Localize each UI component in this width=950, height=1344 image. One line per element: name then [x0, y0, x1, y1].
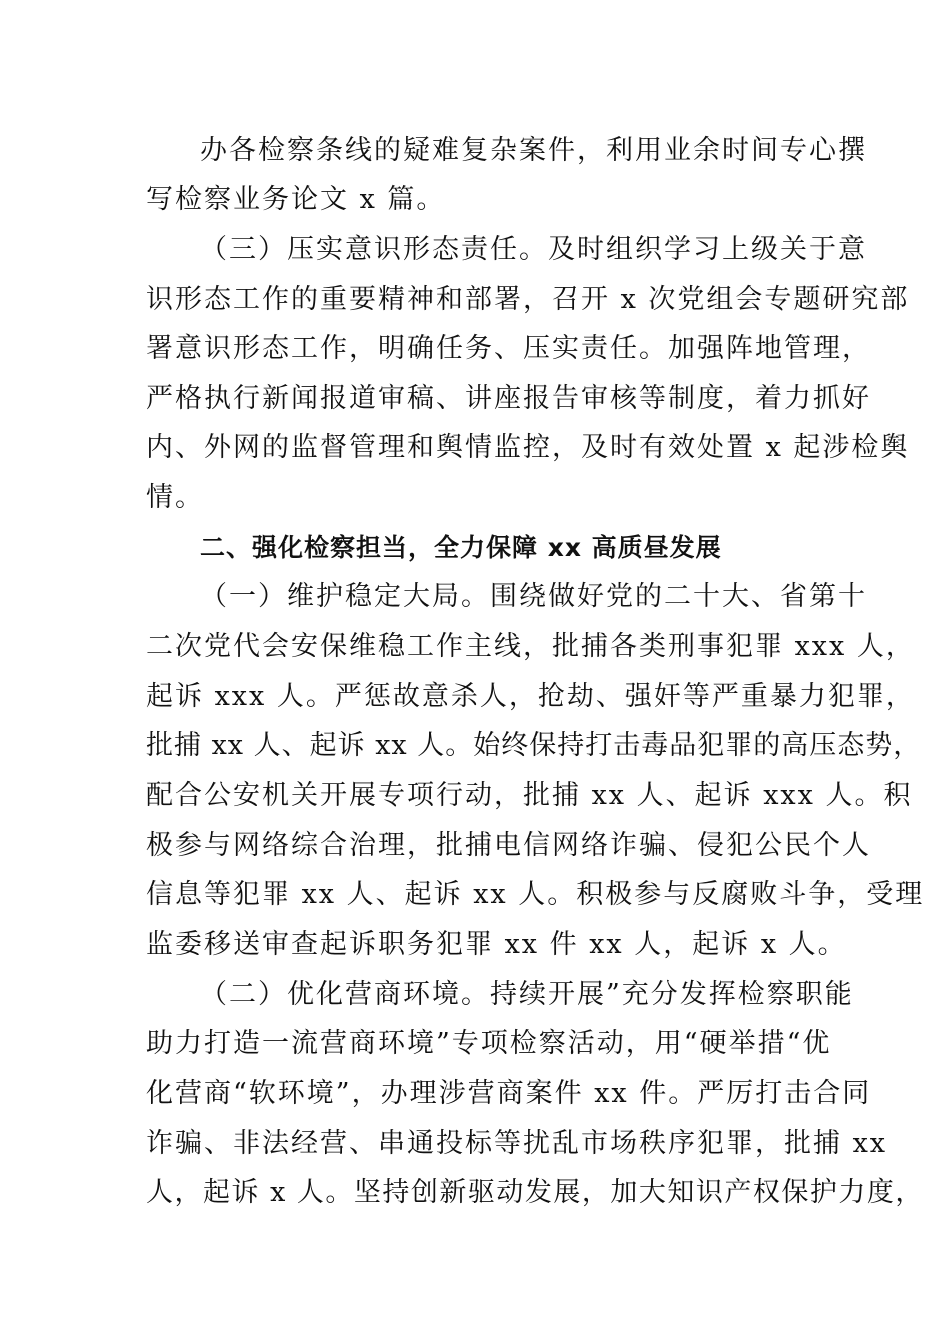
text-line: 人，起诉 x 人。坚持创新驱动发展，加大知识产权保护力度， — [146, 1177, 924, 1208]
text-line: 内、外网的监督管理和舆情监控，及时有效处置 x 起涉检舆 — [146, 432, 910, 463]
text-line: （三）压实意识形态责任。及时组织学习上级关于意 — [200, 234, 867, 265]
text-line: 化营商“软环境”，办理涉营商案件 xx 件。严厉打击合同 — [146, 1078, 872, 1109]
text-line: 写检察业务论文 x 篇。 — [146, 184, 446, 215]
text-line: 情。 — [146, 482, 204, 513]
text-line: 监委移送审查起诉职务犯罪 xx 件 xx 人，起诉 x 人。 — [146, 929, 847, 960]
text-line: 信息等犯罪 xx 人、起诉 xx 人。积极参与反腐败斗争，受理 — [146, 879, 925, 910]
text-line: （二）优化营商环境。持续开展”充分发挥检察职能 — [200, 979, 854, 1010]
text-line: 助力打造一流营商环境”专项检察活动，用“硬举措“优 — [146, 1028, 832, 1059]
text-line: 二次党代会安保维稳工作主线，批捕各类刑事犯罪 xxx 人， — [146, 631, 915, 662]
text-line: 诈骗、非法经营、串通投标等扰乱市场秩序犯罪，批捕 xx — [146, 1128, 888, 1159]
text-line: 办各检察条线的疑难复杂案件，利用业余时间专心撰 — [200, 135, 867, 166]
text-line: 署意识形态工作，明确任务、压实责任。加强阵地管理， — [146, 333, 871, 364]
text-line: 配合公安机关开展专项行动，批捕 xx 人、起诉 xxx 人。积 — [146, 780, 913, 811]
text-line: 识形态工作的重要精神和部署，召开 x 次党组会专题研究部 — [146, 284, 910, 315]
text-line: 严格执行新闻报道审稿、讲座报告审核等制度，着力抓好 — [146, 383, 871, 414]
text-line: 极参与网络综合治理，批捕电信网络诈骗、侵犯公民个人 — [146, 830, 871, 861]
text-line: 起诉 xxx 人。严惩故意杀人，抢劫、强奸等严重暴力犯罪， — [146, 681, 915, 712]
section-heading: 二、强化检察担当，全力保障 xx 高质昼发展 — [200, 533, 722, 562]
text-line: （一）维护稳定大局。围绕做好党的二十大、省第十 — [200, 581, 867, 612]
text-line: 批捕 xx 人、起诉 xx 人。始终保持打击毒品犯罪的高压态势， — [146, 730, 922, 761]
